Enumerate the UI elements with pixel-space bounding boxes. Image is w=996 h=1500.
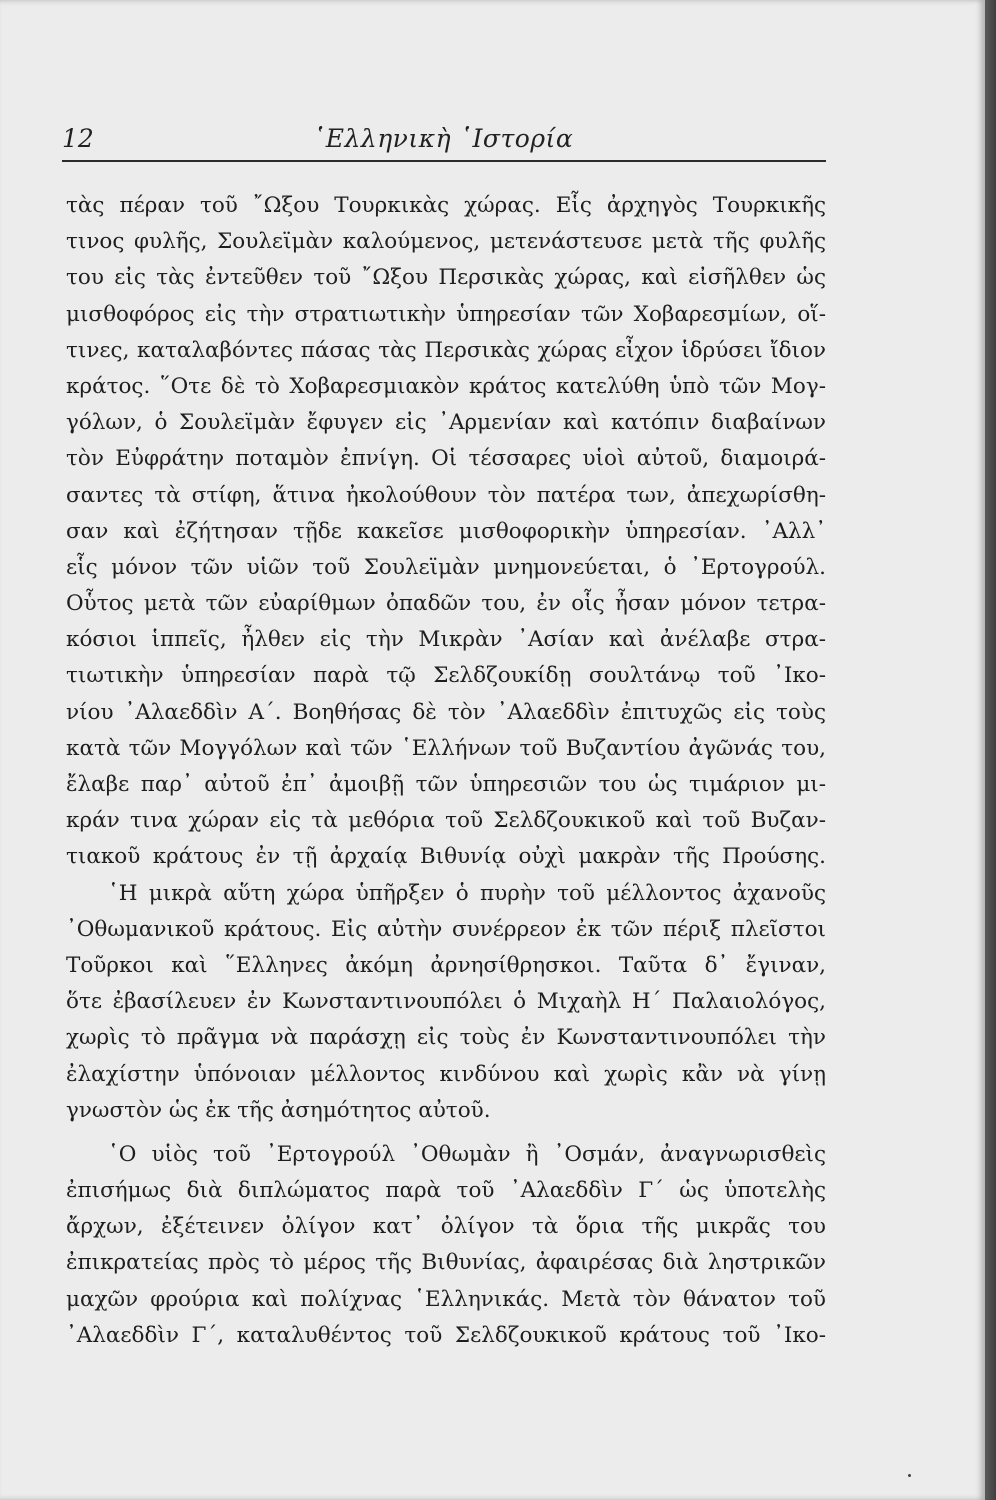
text-line: ᾿Αλαεδδὶν Γ΄, καταλυθέντος τοῦ Σελδζουκικοῦ κράτους τοῦ ᾿Ικο- — [66, 1322, 826, 1348]
text-line: τὰς πέραν τοῦ ῎Ωξου Τουρκικὰς χώρας. Εἷς ἀρχηγὸς Τουρκικῆς — [66, 193, 826, 218]
text-line: κράτος. ῞Οτε δὲ τὸ Χοβαρεσμιακὸν κράτος κατελύθη ὑπὸ τῶν Μογ- — [66, 373, 826, 399]
text-line: τιωτικὴν ὑπηρεσίαν παρὰ τῷ Σελδζουκίδῃ σουλτάνῳ τοῦ ᾿Ικο- — [66, 663, 826, 689]
text-line: ἐλαχίστην ὑπόνοιαν μέλλοντος κινδύνου καὶ χωρὶς κἂν νὰ γίνῃ — [66, 1061, 826, 1087]
text-line: ὅτε ἐβασίλευεν ἐν Κωνσταντινουπόλει ὁ Μιχαὴλ Η΄ Παλαιολόγος, — [66, 989, 826, 1015]
header-rule — [62, 160, 826, 162]
text-line: σαν καὶ ἐζήτησαν τῇδε κακεῖσε μισθοφορικὴν ὑπηρεσίαν. ᾿Αλλ᾿ — [66, 518, 826, 544]
text-line: γόλων, ὁ Σουλεϊμὰν ἔφυγεν εἰς ᾿Αρμενίαν καὶ κατόπιν διαβαίνων — [66, 410, 826, 436]
text-line: νίου ᾿Αλαεδδὶν Α΄. Βοηθήσας δὲ τὸν ᾿Αλαεδδὶν ἐπιτυχῶς εἰς τοὺς — [66, 699, 826, 725]
text-line: τινες, καταλαβόντες πάσας τὰς Περσικὰς χώρας εἶχον ἱδρύσει ἴδιον — [66, 337, 826, 363]
text-line: μαχῶν φρούρια καὶ πολίχνας ῾Ελληνικάς. Μετὰ τὸν θάνατον τοῦ — [66, 1286, 826, 1312]
text-line: ἔλαβε παρ᾿ αὐτοῦ ἐπ᾿ ἀμοιβῇ τῶν ὑπηρεσιῶν του ὡς τιμάριον μι- — [66, 772, 826, 797]
text-line: χωρὶς τὸ πρᾶγμα νὰ παράσχῃ εἰς τοὺς ἐν Κωνσταντινουπόλει τὴν — [66, 1025, 826, 1051]
body-text — [66, 188, 826, 1354]
text-line: ἄρχων, ἐξέτεινεν ὀλίγον κατ᾿ ὀλίγον τὰ ὅρια τῆς μικρᾶς του — [66, 1214, 826, 1240]
text-line: τινος φυλῆς, Σουλεϊμὰν καλούμενος, μετενάστευσε μετὰ τῆς φυλῆς — [66, 229, 826, 255]
text-line: εἷς μόνον τῶν υἱῶν τοῦ Σουλεϊμὰν μνημονεύεται, ὁ ᾿Ερτογρούλ. — [66, 554, 826, 580]
page-number: 12 — [62, 124, 94, 153]
page-edge-shadow — [985, 0, 996, 1500]
text-line: ἐπισήμως διὰ διπλώματος παρὰ τοῦ ᾿Αλαεδδὶν Γ΄ ὡς ὑποτελὴς — [66, 1178, 826, 1204]
text-line: κόσιοι ἱππεῖς, ἦλθεν εἰς τὴν Μικρὰν ᾿Ασίαν καὶ ἀνέλαβε στρα- — [66, 627, 826, 653]
paragraph-3 — [66, 1137, 826, 1354]
text-line: ῾Ο υἱὸς τοῦ ᾿Ερτογρούλ ᾿Οθωμὰν ἢ ᾿Οσμάν, ἀναγνωρισθεὶς — [108, 1141, 826, 1167]
text-line: του εἰς τὰς ἐντεῦθεν τοῦ ῎Ωξου Περσικὰς χώρας, καὶ εἰσῆλθεν ὡς — [66, 265, 826, 291]
text-line: γνωστὸν ὡς ἐκ τῆς ἀσημότητος αὐτοῦ. — [66, 1097, 491, 1123]
text-line: ἐπικρατείας πρὸς τὸ μέρος τῆς Βιθυνίας, ἀφαιρέσας διὰ ληστρικῶν — [66, 1250, 826, 1276]
text-line: τὸν Εὐφράτην ποταμὸν ἐπνίγη. Οἱ τέσσαρες υἱοὶ αὐτοῦ, διαμοιρά- — [66, 446, 826, 472]
paragraph-1 — [66, 188, 826, 876]
text-line: ῾Η μικρὰ αὕτη χώρα ὑπῆρξεν ὁ πυρὴν τοῦ μέλλοντος ἀχανοῦς — [108, 880, 826, 906]
text-line: ᾿Οθωμανικοῦ κράτους. Εἰς αὐτὴν συνέρρεον ἐκ τῶν πέριξ πλεῖστοι — [66, 916, 826, 942]
paragraph-gap — [66, 1129, 826, 1137]
text-line: σαντες τὰ στίφη, ἅτινα ἠκολούθουν τὸν πατέρα των, ἀπεχωρίσθη- — [66, 482, 826, 508]
text-line: Οὗτος μετὰ τῶν εὐαρίθμων ὀπαδῶν του, ἐν οἷς ἦσαν μόνον τετρα- — [66, 591, 826, 617]
paragraph-2 — [66, 876, 826, 1129]
text-line: κατὰ τῶν Μογγόλων καὶ τῶν ῾Ελλήνων τοῦ Βυζαντίου ἀγῶνάς του, — [66, 735, 826, 761]
text-line: κράν τινα χώραν εἰς τὰ μεθόρια τοῦ Σελδζουκικοῦ καὶ τοῦ Βυζαν- — [66, 808, 826, 834]
text-line: Τοῦρκοι καὶ ῞Ελληνες ἀκόμη ἀρνησίθρησκοι. Ταῦτα δ᾿ ἔγιναν, — [66, 952, 826, 978]
text-line: μισθοφόρος εἰς τὴν στρατιωτικὴν ὑπηρεσίαν τῶν Χοβαρεσμίων, οἵ- — [66, 301, 826, 327]
paper-speck — [908, 1474, 911, 1477]
running-title: ῾Ελληνικὴ ῾Ιστορία — [312, 124, 574, 153]
text-line: τιακοῦ κράτους ἐν τῇ ἀρχαίᾳ Βιθυνίᾳ οὐχὶ μακρὰν τῆς Προύσης. — [66, 844, 826, 870]
page-header — [62, 118, 824, 162]
